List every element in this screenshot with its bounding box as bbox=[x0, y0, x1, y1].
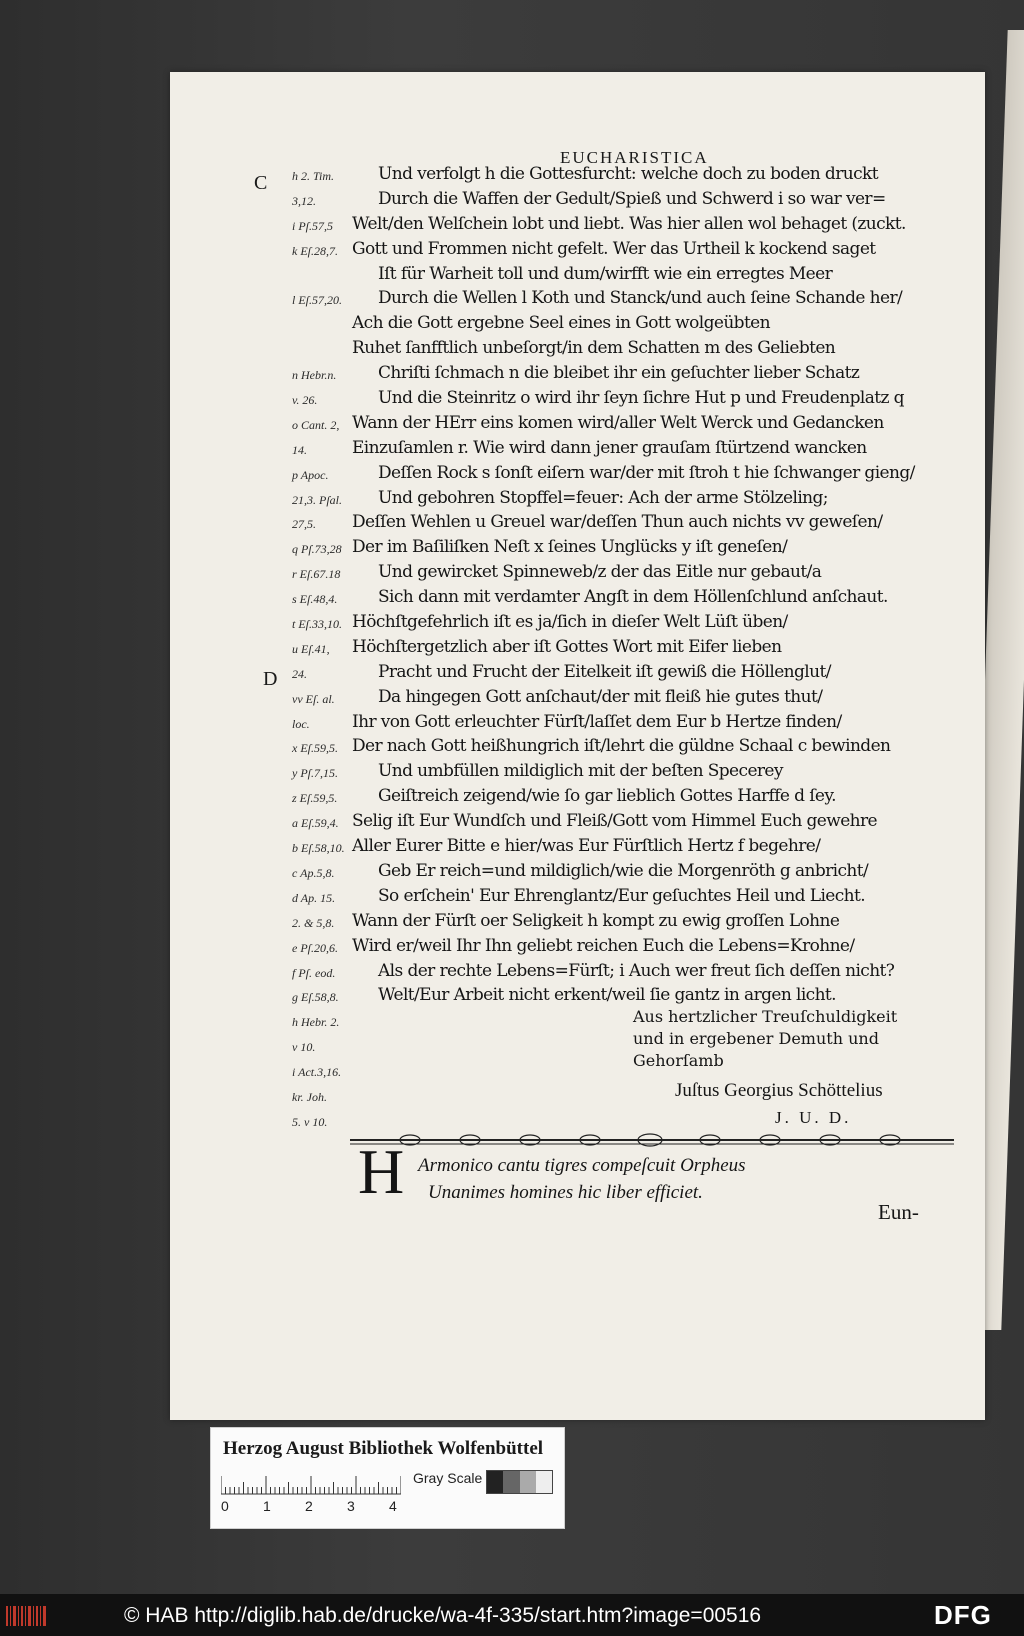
marginal-note: 24. bbox=[292, 666, 307, 681]
closing-line: Gehorſamb bbox=[633, 1051, 724, 1070]
closing-formula bbox=[633, 1006, 897, 1072]
closing-line: und in ergebener Demuth und bbox=[633, 1029, 879, 1048]
verse-line: Aller Eurer Bitte e hier/was Eur Fürſtlich Hertz f begehre/ bbox=[352, 836, 821, 857]
verse-line: Welt/den Welſchein lobt und liebt. Was hier allen wol behaget (zuckt. bbox=[352, 213, 906, 234]
marginal-note: 21,3. Pſal. bbox=[292, 492, 342, 507]
marginal-note: u Eſ.41, bbox=[292, 641, 330, 656]
verse-line: Und gewircket Spinneweb/z der das Eitle nur gebaut/a bbox=[378, 562, 822, 583]
ruler-number: 0 bbox=[221, 1498, 229, 1514]
latin-motto bbox=[418, 1152, 746, 1206]
marginal-note: q Pſ.73,28 bbox=[292, 542, 342, 557]
marginal-note: z Eſ.59,5. bbox=[292, 791, 338, 806]
running-head: EUCHARISTICA bbox=[560, 148, 709, 167]
ruler-number: 3 bbox=[347, 1498, 355, 1514]
marginal-note: g Eſ.58,8. bbox=[292, 990, 339, 1005]
marginal-note: s Eſ.48,4. bbox=[292, 592, 338, 607]
gray-scale-label: Gray Scale bbox=[413, 1470, 483, 1486]
verse-line: Als der rechte Lebens=Fürſt; i Auch wer freut ſich deſſen nicht? bbox=[378, 960, 895, 981]
ruler-scale bbox=[221, 1468, 401, 1496]
marginal-note: loc. bbox=[292, 716, 310, 731]
marginal-note: v 10. bbox=[292, 1040, 316, 1055]
ruler-number: 4 bbox=[389, 1498, 397, 1514]
gray-scale-swatches bbox=[486, 1470, 553, 1494]
marginal-note: h 2. Tim. bbox=[292, 169, 335, 183]
section-mark-d: D bbox=[263, 668, 278, 690]
marginal-note: n Hebr.n. bbox=[292, 368, 337, 383]
verse-line: Höchſtergetzlich aber iſt Gottes Wort mit Eifer lieben bbox=[352, 636, 782, 657]
marginal-note: k Eſ.28,7. bbox=[292, 243, 338, 258]
verse-line: Selig iſt Eur Wundſch und Fleiß/Gott vom Himmel Euch gewehre bbox=[352, 811, 878, 832]
verse-line: Chriſti ſchmach n die bleibet ihr ein geſuchter lieber Schatz bbox=[378, 363, 860, 384]
verse-line: Wird er/weil Ihr Ihn geliebt reichen Euch die Lebens=Krohne/ bbox=[352, 935, 855, 956]
marginal-note: p Apoc. bbox=[292, 467, 329, 482]
marginal-note: h Hebr. 2. bbox=[292, 1015, 340, 1030]
motto-line: Unanimes homines hic liber efficiet. bbox=[428, 1182, 703, 1203]
ruler-number: 2 bbox=[305, 1498, 313, 1514]
verse-line: Höchſtgefehrlich iſt es ja/ſich in dieſer Welt Lüſt üben/ bbox=[352, 612, 788, 633]
verse-line: Und verfolgt h die Gottesfurcht: welche doch zu boden druckt bbox=[378, 164, 878, 184]
marginal-note: kr. Joh. bbox=[292, 1089, 327, 1104]
poem-verses bbox=[352, 162, 952, 1008]
marginal-note: i Pſ.57,5 bbox=[292, 218, 333, 233]
marginal-note: e Pſ.20,6. bbox=[292, 940, 338, 955]
verse-line: So erſchein' Eur Ehrenglantz/Eur geſuchtes Heil und Liecht. bbox=[378, 885, 866, 906]
verse-line: Iſt für Warheit toll und dum/wirfft wie ein erregtes Meer bbox=[378, 263, 833, 284]
catchword: Eun- bbox=[878, 1200, 919, 1224]
marginal-note: 14. bbox=[292, 442, 307, 457]
book-page bbox=[170, 72, 985, 1420]
gray-swatch bbox=[487, 1471, 503, 1493]
marginal-note: 3,12. bbox=[292, 193, 316, 208]
library-color-card bbox=[210, 1427, 565, 1529]
gray-swatch bbox=[520, 1471, 536, 1493]
verse-line: Und umbfüllen mildiglich mit der beſten Specerey bbox=[378, 761, 783, 782]
verse-line: Da hingegen Gott anſchaut/der mit fleiß hie gutes thut/ bbox=[378, 686, 823, 707]
marginal-note: 27,5. bbox=[292, 517, 316, 532]
verse-line: Und gebohren Stopffel=feuer: Ach der arme Stölzeling; bbox=[378, 487, 828, 508]
verse-line: Ach die Gott ergebne Seel eines in Gott wolgeübten bbox=[352, 313, 770, 334]
verse-line: Und die Steinritz o wird ihr ſeyn ſichre Hut p und Freudenplatz q bbox=[378, 388, 904, 409]
marginal-note: a Eſ.59,4. bbox=[292, 816, 339, 831]
gray-swatch bbox=[503, 1471, 519, 1493]
marginal-note: l Eſ.57,20. bbox=[292, 293, 342, 308]
verse-line: Ihr von Gott erleuchter Fürſt/laſſet dem Eur b Hertze finden/ bbox=[352, 711, 842, 732]
library-name: Herzog August Bibliothek Wolfenbüttel bbox=[223, 1438, 544, 1459]
dfg-logo: DFG bbox=[934, 1600, 992, 1630]
verse-line: Geb Er reich=und mildiglich/wie die Morgenröth g anbricht/ bbox=[378, 860, 869, 881]
marginal-note: vv Eſ. al. bbox=[292, 691, 335, 706]
drop-cap: H bbox=[358, 1136, 405, 1207]
verse-line: Der nach Gott heißhungrich iſt/lehrt die güldne Schaal c bewinden bbox=[352, 736, 891, 757]
barcode-icon bbox=[6, 1606, 46, 1626]
verse-line: Wann der Fürſt oer Seligkeit h kompt zu ewig groſſen Lohne bbox=[352, 910, 840, 931]
marginal-note: 2. & 5,8. bbox=[292, 915, 335, 930]
ruler-numbers bbox=[221, 1498, 411, 1518]
author-signature: Juſtus Georgius Schöttelius bbox=[675, 1080, 883, 1101]
marginal-note: x Eſ.59,5. bbox=[292, 741, 338, 756]
section-mark-c: C bbox=[254, 172, 268, 194]
marginal-note: t Eſ.33,10. bbox=[292, 617, 342, 632]
verse-line: Sich dann mit verdamter Angſt in dem Höllenſchlund anſchaut. bbox=[378, 587, 888, 608]
verse-line: Durch die Wellen l Koth und Stanck/und auch ſeine Schande her/ bbox=[378, 288, 903, 309]
gray-swatch bbox=[536, 1471, 552, 1493]
verse-line: Wann der HErr eins komen wird/aller Welt Werck und Gedancken bbox=[352, 412, 884, 433]
verse-line: Deſſen Rock s ſonſt eiſern war/der mit ſtroh t hie ſchwanger gieng/ bbox=[378, 462, 915, 483]
verse-line: Deſſen Wehlen u Greuel war/deſſen Thun auch nichts vv geweſen/ bbox=[352, 512, 883, 533]
marginal-note: c Ap.5,8. bbox=[292, 865, 335, 880]
motto-line: Armonico cantu tigres compeſcuit Orpheus bbox=[418, 1155, 746, 1176]
verse-line: Welt/Eur Arbeit nicht erkent/weil ſie gantz in argen licht. bbox=[378, 985, 836, 1006]
verse-line: Geiſtreich zeigend/wie ſo gar lieblich Gottes Harffe d ſey. bbox=[378, 786, 836, 807]
marginal-note: b Eſ.58,10. bbox=[292, 841, 345, 856]
verse-line: Einzuſamlen r. Wie wird dann jener grauſam ſtürtzend wancken bbox=[352, 437, 867, 458]
marginal-note: o Cant. 2, bbox=[292, 417, 340, 432]
marginal-note: f Pſ. eod. bbox=[292, 965, 336, 980]
copyright-url: © HAB http://diglib.hab.de/drucke/wa-4f-335/start.htm?image=00516 bbox=[124, 1604, 762, 1627]
author-degree: J. U. D. bbox=[775, 1108, 852, 1127]
ruler-number: 1 bbox=[263, 1498, 271, 1514]
verse-line: Pracht und Frucht der Eitelkeit iſt gewiß die Höllenglut/ bbox=[378, 661, 831, 682]
marginal-note: i Act.3,16. bbox=[292, 1065, 342, 1080]
marginal-note: 5. v 10. bbox=[292, 1114, 328, 1129]
closing-line: Aus hertzlicher Treuſchuldigkeit bbox=[633, 1007, 898, 1026]
ornament-divider bbox=[350, 1132, 954, 1148]
verse-line: Ruhet ſanfftlich unbeſorgt/in dem Schatten m des Geliebten bbox=[352, 338, 836, 359]
footer-bar bbox=[0, 1594, 1024, 1636]
marginal-note: r Eſ.67.18 bbox=[292, 567, 341, 582]
verse-line: Der im Baſiliſken Neſt x ſeines Unglücks y iſt geneſen/ bbox=[352, 537, 788, 558]
marginal-note: v. 26. bbox=[292, 393, 318, 408]
verse-line: Gott und Frommen nicht gefelt. Wer das Urtheil k kockend saget bbox=[352, 238, 876, 259]
verse-line: Durch die Waffen der Gedult/Spieß und Schwerd i so war ver= bbox=[378, 188, 886, 209]
marginal-note: d Ap. 15. bbox=[292, 890, 336, 905]
marginal-note: y Pſ.7,15. bbox=[292, 766, 338, 781]
